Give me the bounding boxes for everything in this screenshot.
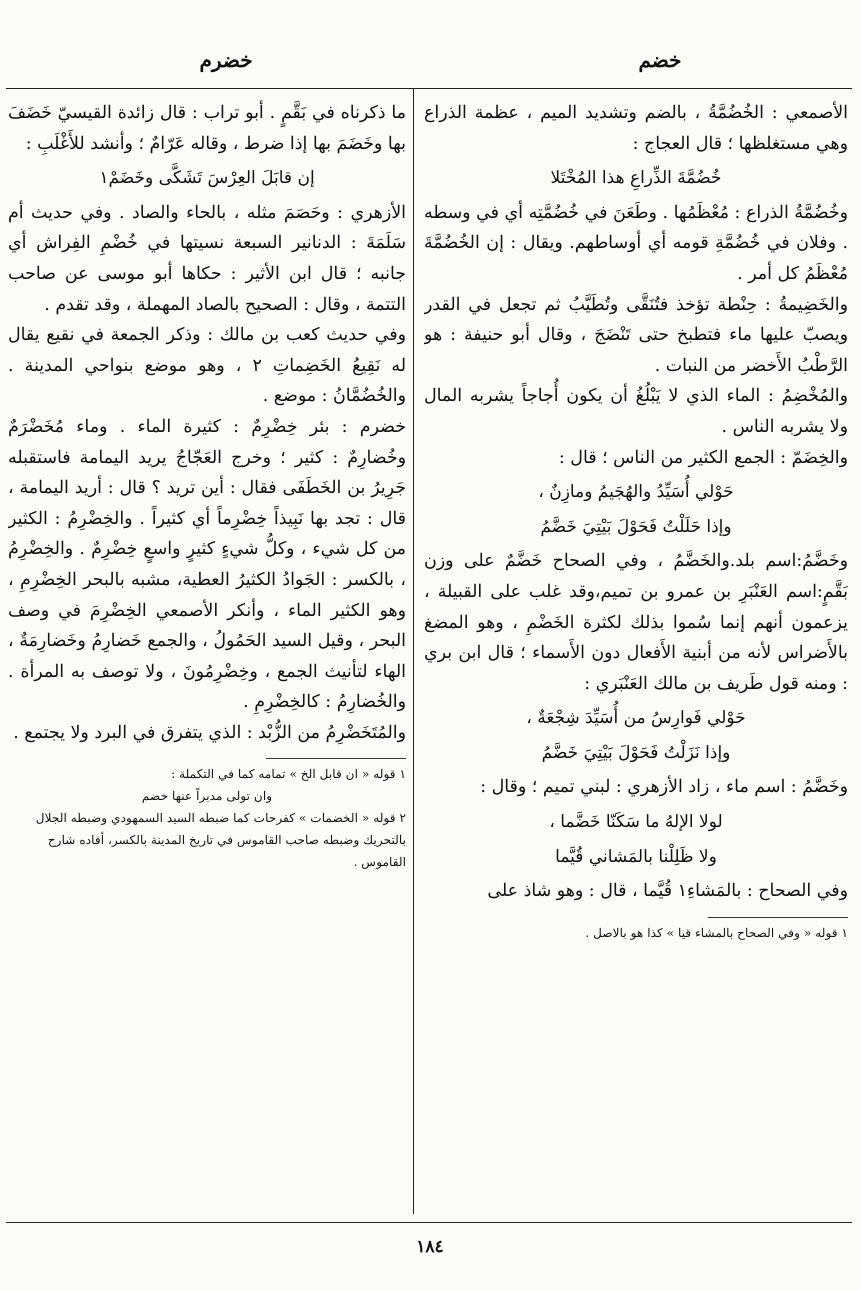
column-divider: [413, 88, 414, 1214]
footnote-number: ١: [399, 767, 406, 782]
verse-line: وإذا نَزَلْتُ فَحَوْلَ بَيْتِيَ خَضَّمُ: [541, 742, 731, 763]
verse-line: وإذا حَلَلْتُ فَحَوْلَ بَيْتِيَ خَضَّمُ: [540, 516, 732, 537]
left-column: [8, 98, 406, 1208]
verse-line: ولا ظَلِلْنا بالمَشاني قُيَّما: [555, 846, 717, 867]
verse-line: إن قابَلَ العِرْسَ تَشَكَّى وخَضَمْ١: [99, 168, 315, 189]
top-rule: [6, 88, 852, 89]
verse-line: حَوْلي فَوارِسُ من أُسَيِّدَ شِجْعَةٌ ،: [526, 708, 746, 729]
footnote: [8, 763, 406, 785]
entry-paragraph: والخَضِيمةُ : حِنْطة تؤخذ فتُنَقَّى وتُطَيَّبُ ثم تجعل في القدر ويصبّ عليها ماء فتطبخ حتى تَنْضَجَ ، وقال أبو حنيفة : هو الرَّطْبُ الأَخضر من النبات .: [424, 294, 848, 376]
footnote-number: ١: [841, 925, 848, 940]
entry-paragraph: الأصمعي : الخُضُمَّةُ ، بالضم وتشديد الميم ، عظمة الذراع وهي مستغلظها ؛ قال العجاج :: [424, 103, 848, 154]
verse-line: خُضُمَّةَ الذِّراعِ هذا المُخْتَلا: [550, 168, 722, 189]
entry-paragraph: وفي الصحاح : بالمَشاءِ١ قُيَّما ، قال : وهو شاذ على: [487, 881, 848, 902]
footnote: [8, 807, 406, 873]
entry-paragraph: وفي حديث كعب بن مالك : وذكر الجمعة في نقيع يقال له نَقِيعُ الخَضِماتِ ٢ ، وهو موضع بنواحي المدينة . والخُضُمَّانُ : موضع .: [8, 325, 406, 407]
bottom-rule: [6, 1222, 852, 1223]
right-header-word: خضم: [638, 48, 682, 72]
entry-paragraph: والمُخْضِمُ : الماء الذي لا يَبْلُغُ أن يكون أُجاجاً يشربه المال ولا يشربه الناس .: [424, 386, 848, 437]
footnote-text: قوله « ان قابل الخ » تمامه كما في التكملة :: [171, 767, 396, 782]
verse-line: حَوْلي أُسَيِّدُ والهُجَيمُ ومازِنٌ ،: [538, 482, 734, 503]
entry-paragraph: وخَضَّمُ : اسم ماء ، زاد الأزهري : لبني تميم ؛ وقال :: [480, 777, 848, 798]
entry-paragraph: خضرم : بئر خِضْرِمٌ : كثيرة الماء . وماء مُخَضْرَمٌ وخُضارِمٌ : كثير ؛ وخرج العَجّاجُ يريد اليمامة فاستقبله جَرِيرُ بن الخَطَفَى فقال : أين تريد ؟ قال : أريد اليمامة ، قال : تجد بها نَبِيذاً خِضْرِماً أي كثيراً . والخِضْرِمُ : الكثير من كل شيء ، وكلُّ شيءٍ كثيرٍ واسعٍ خِضْرِمٌ . والخِضْرِمُ ، بالكسر : الجَوادُ الكثيرُ العطية، مشبه بالبحر الخِضْرِمِ ، وهو الكثير الماء ، وأنكر الأصمعي الخِضْرِمَ في وصف البحر ، وقيل السيد الحَمُولُ ، والجمع خَضارِمُ وخَضارِمَةٌ ، الهاء لتأنيث الجمع ، وخِضْرِمُونَ ، ولا توصف به المرأة . والخُضارِمُ : كالخِضْرِمِ .: [8, 416, 406, 713]
page-number: ١٨٤: [416, 1237, 444, 1257]
footnote-text: قوله « الخضمات » كفرحات كما ضبطه السيد السمهودي وضبطه الجلال بالتحريك وضبطه صاحب القاموس في تاريخ المدينة بالكسر، أفاده شارح القاموس .: [35, 811, 406, 870]
footnote-separator: [266, 758, 406, 759]
entry-paragraph: والخِضَمّ : الجمع الكثير من الناس ؛ قال :: [558, 447, 848, 468]
footnote-text: قوله « وفي الصحاح بالمشاء قيا » كذا هو بالاصل .: [585, 925, 838, 940]
verse-line: لولا الإلهُ ما سَكَنّا خَضَّما ،: [549, 812, 723, 833]
entry-paragraph: وخَضَّمُ:اسم بلد.والخَضَّمُ ، وفي الصحاح خَضَّمٌ على وزن بَقَّمٍ:اسم العَنْبَرِ بن عمرو بن تميم،وقد غلب على القبيلة ، يزعمون أنهم إنما سُموا بذلك لكثرة الخَضْمِ ، وهو المضغ بالأَضراس لأنه من أبنية الأَفعال دون الأَسماء ؛ قال ابن بري : ومنه قول طَريف بن مالك العَنْبَري :: [424, 551, 848, 694]
footnote: [8, 785, 406, 807]
right-column: [424, 98, 848, 1208]
footnote-number: ٢: [399, 811, 406, 826]
footnote: [424, 922, 848, 944]
entry-paragraph: ما ذكرناه في بَقَّمٍ . أبو تراب : قال زائدة القيسيّ خَضَفَ بها وخَضَمَ بها إذا ضرط ، وقاله عَرّامٌ ؛ وأنشد للأَغْلَبِ :: [8, 103, 406, 154]
footnote-text: وان تولى مدبراً عنها خضم: [141, 789, 273, 804]
entry-paragraph: الأزهري : وحَصَمَ مثله ، بالحاء والصاد . وفي حديث أم سَلَمَةَ : الدنانير السبعة نسيتها في خُضْمِ الفِراش أي جانبه ؛ قال ابن الأثير : حكاها أبو موسى عن صاحب التتمة ، وقال : الصحيح بالصاد المهملة ، وقد تقدم .: [8, 202, 406, 315]
left-header-word: خضرم: [199, 48, 253, 72]
footnote-separator: [708, 917, 848, 918]
entry-paragraph: وخُضُمَّةُ الذراع : مُعْظَمُها . وطَعَنَ في خُضُمَّتِه أي في وسطه . وفلان في خُضُمَّةِ قومه أي أوساطهم. ويقال : إن الخُضُمَّةَ مُعْظَمُ كل أمر .: [424, 202, 848, 284]
entry-paragraph: والمُتَخَضْرِمُ من الزُّبْد : الذي يتفرق في البرد ولا يجتمع .: [13, 722, 406, 743]
